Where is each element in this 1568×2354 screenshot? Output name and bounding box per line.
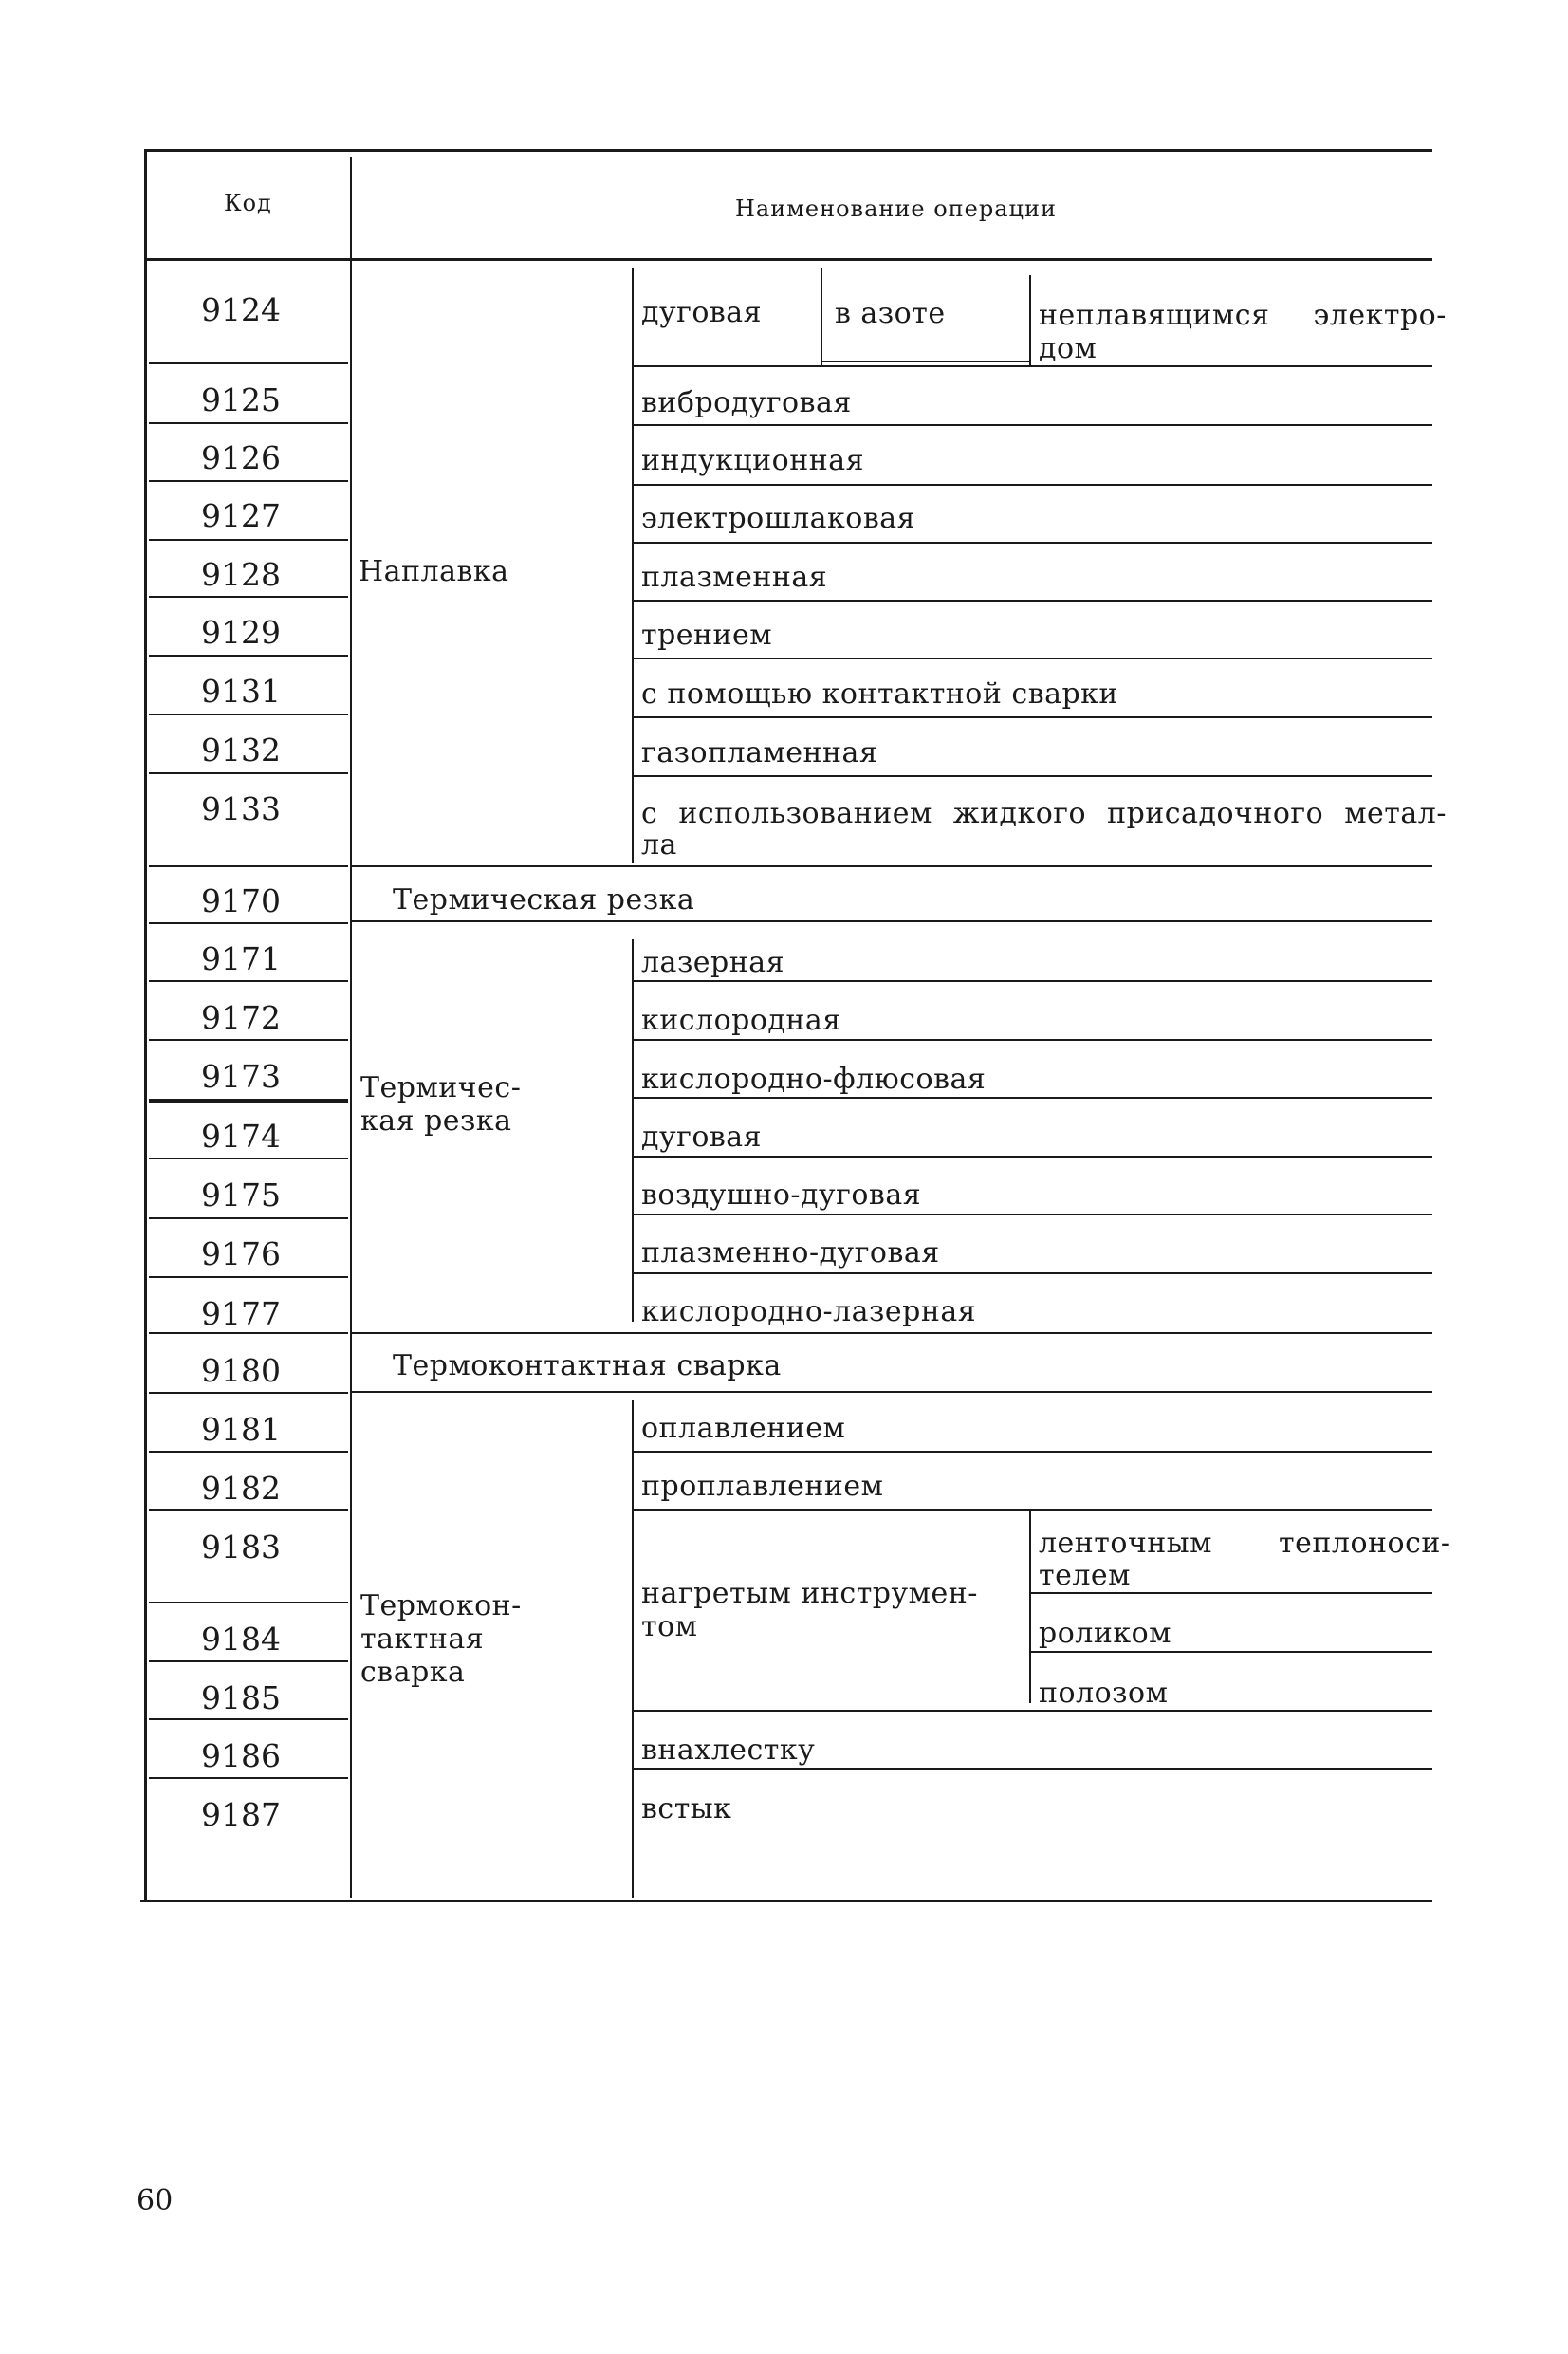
code-9133: 9133 (201, 790, 281, 827)
code-row-rule (149, 865, 348, 867)
op-sub-rule (821, 361, 1030, 362)
page-number: 60 (137, 2184, 174, 2217)
op-9177: кислородно-лазерная (641, 1295, 977, 1328)
op-9132: газопламенная (641, 736, 878, 769)
code-9183: 9183 (201, 1529, 281, 1566)
header-name-label: Наименование операции (735, 195, 1057, 222)
op-9173: кислородно-флюсовая (641, 1063, 987, 1096)
op-9133-line-2: ла (641, 828, 677, 862)
op-row-rule (634, 1039, 1432, 1041)
code-9186: 9186 (201, 1737, 281, 1774)
op-9182: проплавлением (641, 1470, 884, 1503)
op-9184-sub2: роликом (1039, 1617, 1171, 1650)
code-9170: 9170 (201, 882, 281, 919)
code-row-rule (149, 1777, 348, 1779)
code-row-rule (149, 714, 348, 715)
op-9129: трением (641, 619, 773, 652)
code-9124: 9124 (201, 291, 281, 328)
code-9182: 9182 (201, 1470, 281, 1507)
code-row-rule (149, 362, 348, 364)
code-9131: 9131 (201, 673, 281, 710)
code-row-rule (149, 922, 348, 924)
code-9132: 9132 (201, 732, 281, 769)
op-row-rule (634, 1214, 1432, 1215)
code-row-rule (149, 1509, 348, 1511)
code-9173: 9173 (201, 1058, 281, 1095)
code-9174: 9174 (201, 1118, 281, 1155)
naplavka-sub-divider (632, 268, 634, 863)
code-row-rule (149, 1039, 348, 1041)
row-9124-divider-1 (821, 268, 822, 365)
code-9172: 9172 (201, 999, 281, 1036)
code-row-rule (149, 596, 348, 598)
code-9185: 9185 (201, 1679, 281, 1716)
op-9174: дуговая (641, 1121, 763, 1154)
rezka-sub-divider (632, 939, 634, 1322)
section-rule (351, 1391, 1432, 1393)
op-sub-rule (1030, 1651, 1432, 1653)
code-9184: 9184 (201, 1621, 281, 1658)
code-9181: 9181 (201, 1411, 281, 1448)
code-row-rule (149, 422, 348, 424)
code-row-rule (149, 772, 348, 774)
op-row-rule (634, 1097, 1432, 1099)
group-term-rezka-line-1: Термичес- (360, 1071, 522, 1104)
op-row-rule (634, 365, 1432, 367)
op-9127: электрошлаковая (641, 502, 916, 535)
row-9183-divider (1029, 1511, 1031, 1703)
op-row-rule (634, 1768, 1432, 1770)
op-9183-sub2-line-2: телем (1039, 1559, 1131, 1592)
op-9175: воздушно-дуговая (641, 1178, 922, 1212)
op-sub-rule (1030, 1592, 1432, 1594)
code-9187: 9187 (201, 1796, 281, 1833)
op-9187: встык (641, 1792, 732, 1826)
code-9180: 9180 (201, 1352, 281, 1389)
table-left-border (144, 149, 147, 1902)
section-rule (351, 865, 1432, 867)
op-9183-line-2: том (641, 1610, 698, 1643)
code-row-rule (149, 1392, 348, 1394)
code-9171: 9171 (201, 940, 281, 977)
code-row-rule (149, 1602, 348, 1603)
op-row-rule (634, 1272, 1432, 1274)
op-9172: кислородная (641, 1004, 841, 1037)
group-termokontakt-line-2: тактная (360, 1622, 485, 1656)
code-row-rule (149, 980, 348, 982)
op-9176: плазменно-дуговая (641, 1236, 940, 1270)
op-9124-sub: в азоте (835, 297, 946, 330)
op-row-rule (634, 1451, 1432, 1453)
op-9128: плазменная (641, 561, 828, 594)
code-row-rule (149, 480, 348, 482)
group-termokontakt-line-1: Термокон- (360, 1589, 522, 1622)
op-row-rule (634, 484, 1432, 486)
code-9176: 9176 (201, 1235, 281, 1272)
op-row-rule (634, 980, 1432, 982)
op-row-rule (634, 1710, 1432, 1712)
table-bottom-rule (140, 1900, 1432, 1902)
op-9171: лазерная (641, 946, 785, 979)
group-term-rezka-line-2: кая резка (360, 1104, 512, 1138)
op-9181: оплавлением (641, 1412, 846, 1445)
code-row-rule (149, 1718, 348, 1720)
code-row-rule (149, 1332, 348, 1334)
header-code-label: Код (224, 190, 272, 216)
section-term-rezka: Термическая резка (393, 883, 695, 917)
op-row-rule (634, 1156, 1432, 1158)
code-9129: 9129 (201, 614, 281, 651)
op-9124-sub2-line-2: дом (1039, 332, 1098, 365)
code-9177: 9177 (201, 1295, 281, 1332)
code-9125: 9125 (201, 381, 281, 418)
code-row-rule (149, 1660, 348, 1662)
code-9126: 9126 (201, 439, 281, 476)
code-row-rule (149, 1101, 348, 1103)
op-row-rule (634, 600, 1432, 602)
code-row-rule (149, 1276, 348, 1278)
code-9127: 9127 (201, 497, 281, 534)
op-9124-sub2-line-1: неплавящимся электро- (1039, 299, 1447, 332)
op-9125: вибродуговая (641, 386, 852, 419)
op-9133-line-1: с использованием жидкого присадочного метал- (641, 797, 1447, 830)
section-rule (351, 1332, 1432, 1334)
code-9128: 9128 (201, 556, 281, 593)
code-9175: 9175 (201, 1177, 281, 1214)
group-naplavka: Наплавка (359, 555, 509, 588)
op-row-rule (634, 658, 1432, 659)
op-row-rule (634, 716, 1432, 718)
op-row-rule (634, 1509, 1432, 1511)
termokontakt-sub-divider (632, 1400, 634, 1898)
row-9124-divider-2 (1029, 275, 1031, 365)
code-row-rule (149, 655, 348, 657)
table-top-rule (144, 149, 1432, 152)
op-9131: с помощью контактной сварки (641, 677, 1118, 711)
op-9186: внахлестку (641, 1733, 816, 1767)
code-row-rule (149, 1217, 348, 1219)
code-row-rule (149, 1451, 348, 1453)
group-termokontakt-line-3: сварка (360, 1656, 466, 1689)
section-termokontakt: Термоконтактная сварка (393, 1349, 782, 1382)
op-row-rule (634, 542, 1432, 544)
op-9183-line-1: нагретым инструмен- (641, 1577, 978, 1610)
header-bottom-rule (144, 258, 1432, 261)
op-9124: дуговая (641, 296, 763, 329)
code-row-rule (149, 1158, 348, 1159)
op-9183-sub2-line-1: ленточным теплоноси- (1039, 1527, 1451, 1560)
op-row-rule (634, 775, 1432, 777)
section-rule (351, 920, 1432, 922)
op-9185-sub2: полозом (1039, 1677, 1169, 1710)
code-column-divider (350, 157, 352, 1898)
code-row-rule (149, 539, 348, 541)
op-9126: индукционная (641, 444, 865, 477)
op-row-rule (634, 424, 1432, 426)
